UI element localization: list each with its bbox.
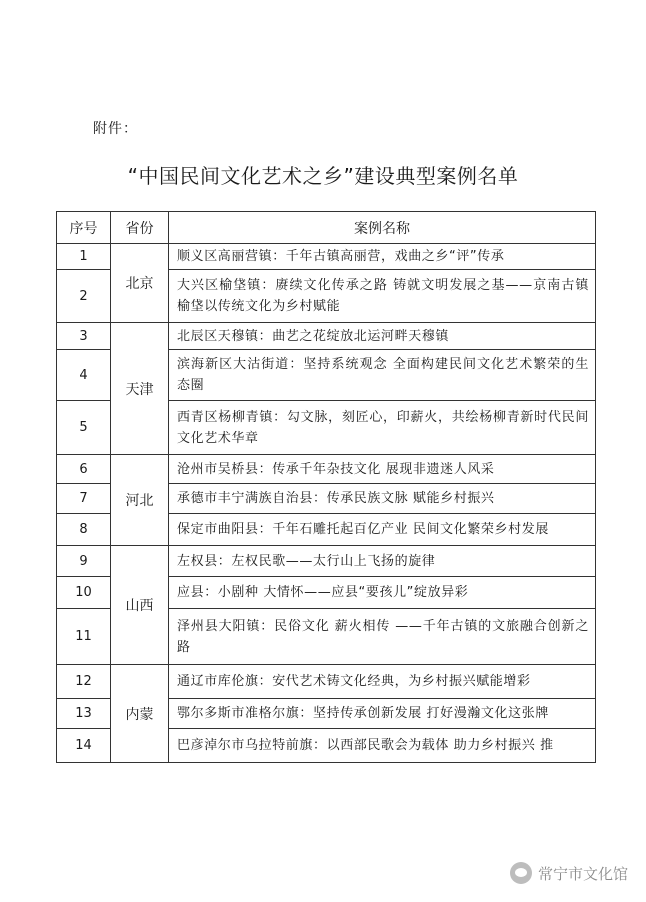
header-seq: 序号 [57, 212, 111, 244]
case-name: 承德市丰宁满族自治县：传承民族文脉 赋能乡村振兴 [169, 484, 596, 514]
case-name: 沧州市吴桥县：传承千年杂技文化 展现非遗迷人风采 [169, 455, 596, 484]
case-name: 应县：小剧种 大情怀——应县“要孩儿”绽放异彩 [169, 577, 596, 609]
province-cell: 河北 [111, 455, 169, 546]
watermark [510, 862, 628, 884]
row-seq: 5 [57, 401, 111, 455]
row-seq: 10 [57, 577, 111, 609]
table-row [57, 665, 596, 699]
case-name: 巴彦淖尔市乌拉特前旗：以西部民歌会为载体 助力乡村振兴 推 [169, 729, 596, 763]
attachment-label: 附件： [93, 121, 138, 137]
row-seq: 12 [57, 665, 111, 699]
case-name: 顺义区高丽营镇：千年古镇高丽营，戏曲之乡“评”传承 [169, 244, 596, 270]
header-case: 案例名称 [169, 212, 596, 244]
row-seq: 8 [57, 514, 111, 546]
case-name: 大兴区榆垡镇：赓续文化传承之路 铸就文明发展之基——京南古镇榆垡以传统文化为乡村赋能 [169, 270, 596, 323]
table-row [57, 244, 596, 270]
row-seq: 14 [57, 729, 111, 763]
province-cell: 山西 [111, 546, 169, 665]
row-seq: 3 [57, 323, 111, 350]
case-name: 滨海新区大沽街道：坚持系统观念 全面构建民间文化艺术繁荣的生态圈 [169, 350, 596, 401]
watermark-text: 常宁市文化馆 [537, 864, 628, 883]
case-name: 鄂尔多斯市准格尔旗：坚持传承创新发展 打好漫瀚文化这张牌 [169, 699, 596, 729]
table-row [57, 546, 596, 577]
row-seq: 1 [57, 244, 111, 270]
province-cell: 内蒙 [111, 665, 169, 763]
case-name: 保定市曲阳县：千年石雕托起百亿产业 民间文化繁荣乡村发展 [169, 514, 596, 546]
row-seq: 4 [57, 350, 111, 401]
row-seq: 11 [57, 609, 111, 665]
table-header-row [57, 212, 596, 244]
header-province: 省份 [111, 212, 169, 244]
row-seq: 7 [57, 484, 111, 514]
wechat-logo-icon [510, 862, 532, 884]
row-seq: 13 [57, 699, 111, 729]
page-title: “中国民间文化艺术之乡”建设典型案例名单 [127, 164, 519, 188]
case-name: 左权县：左权民歌——太行山上飞扬的旋律 [169, 546, 596, 577]
row-seq: 9 [57, 546, 111, 577]
case-name: 北辰区天穆镇：曲艺之花绽放北运河畔天穆镇 [169, 323, 596, 350]
row-seq: 2 [57, 270, 111, 323]
province-cell: 北京 [111, 244, 169, 323]
table-row [57, 455, 596, 484]
case-name: 泽州县大阳镇：民俗文化 薪火相传 ——千年古镇的文旅融合创新之路 [169, 609, 596, 665]
table-row [57, 323, 596, 350]
case-name: 通辽市库伦旗：安代艺术铸文化经典，为乡村振兴赋能增彩 [169, 665, 596, 699]
case-table [56, 211, 596, 763]
case-name: 西青区杨柳青镇：勾文脉，刻匠心，印薪火，共绘杨柳青新时代民间文化艺术华章 [169, 401, 596, 455]
row-seq: 6 [57, 455, 111, 484]
province-cell: 天津 [111, 323, 169, 455]
